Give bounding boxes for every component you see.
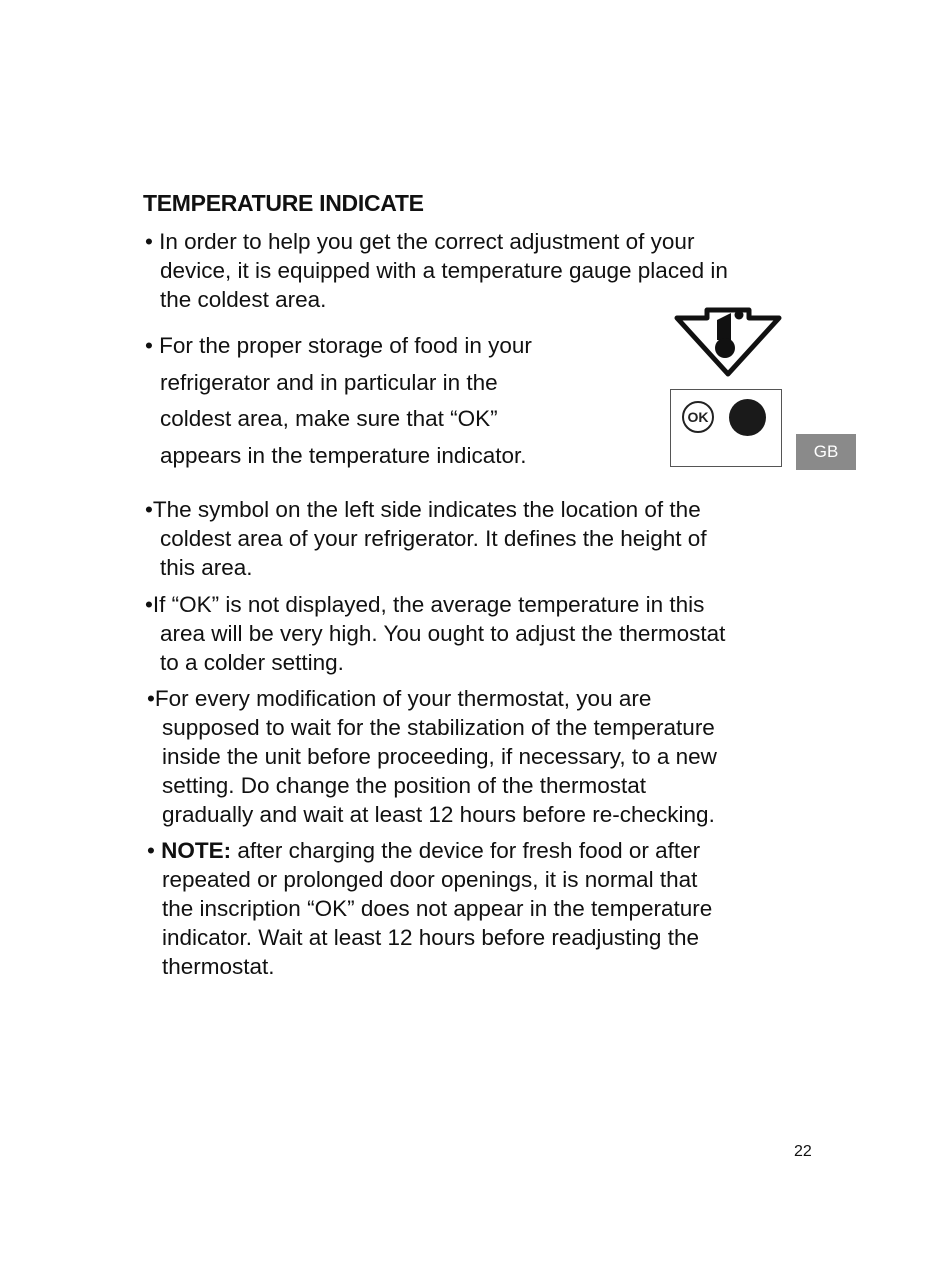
paragraph-line: area will be very high. You ought to adjust the thermostat [160,621,726,646]
temperature-indicator-box [670,389,782,467]
paragraph-line: repeated or prolonged door openings, it is normal that [162,867,698,892]
paragraph-line: The symbol on the left side indicates the location of the [152,497,701,522]
page-number: 22 [794,1143,812,1160]
note-label: NOTE: [161,838,232,863]
paragraph-line: to a colder setting. [160,650,344,675]
paragraph-line: inside the unit before proceeding, if necessary, to a new [162,744,717,769]
paragraph-line: the inscription “OK” does not appear in the temperature [162,896,713,921]
paragraph-line: coldest area, make sure that “OK” [160,406,498,431]
paragraph-line: indicator. Wait at least 12 hours before readjusting the [162,925,699,950]
paragraph-proper-storage [145,328,615,474]
paragraph-line: In order to help you get the correct adjustment of your [159,229,695,254]
paragraph-note [147,836,827,981]
paragraph-line: gradually and wait at least 12 hours before re-checking. [162,802,715,827]
coldest-zone-icon [673,296,783,378]
paragraph-line: thermostat. [162,954,275,979]
bullet: • [147,686,155,711]
page-title: TEMPERATURE INDICATE [143,190,424,216]
ok-indicator-icon: OK [682,401,714,433]
paragraph-ok-not-displayed [145,590,835,677]
paragraph-line: For the proper storage of food in your [159,333,532,358]
paragraph-line: If “OK” is not displayed, the average temperature in this [152,592,705,617]
paragraph-line: refrigerator and in particular in the [160,369,498,395]
language-tab: GB [796,434,856,470]
paragraph-symbol-location [145,495,825,582]
paragraph-thermostat-modification [147,684,827,829]
paragraph-line: setting. Do change the position of the thermostat [162,773,647,798]
bullet: • [145,592,153,617]
bullet: • [147,838,162,863]
paragraph-line: appears in the temperature indicator. [160,442,527,468]
paragraph-line: coldest area of your refrigerator. It defines the height of [160,526,707,551]
paragraph-line: supposed to wait for the stabilization of the temperature [162,715,715,740]
paragraph-line: For every modification of your thermostat, you are [154,686,652,711]
bullet: • [145,333,160,358]
paragraph-line: after charging the device for fresh food or after [231,838,701,863]
paragraph-line: device, it is equipped with a temperature gauge placed in [160,258,728,283]
paragraph-line: this area. [160,555,253,580]
bullet: • [145,229,160,254]
bullet: • [145,497,153,522]
dark-indicator-dot-icon [729,399,766,436]
paragraph-line: the coldest area. [160,287,327,312]
